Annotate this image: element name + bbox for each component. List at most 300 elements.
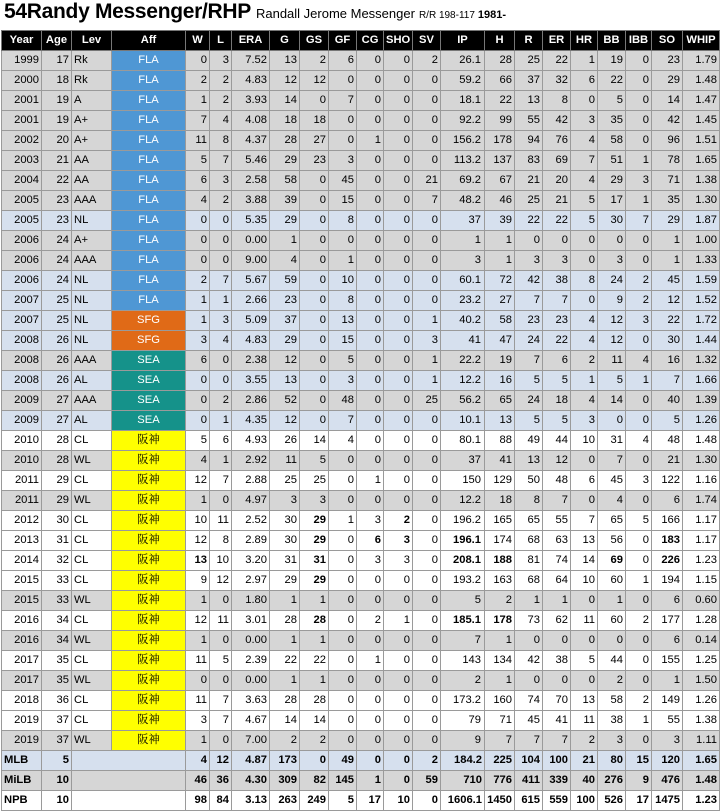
total-row-milb (2, 771, 720, 791)
cell-hr: 0 (571, 251, 598, 271)
cell-ip: 10.1 (441, 411, 485, 431)
cell-era: 7.00 (232, 731, 270, 751)
cell-ibb: 2 (626, 271, 652, 291)
table-row (2, 271, 720, 291)
cell-er: 42 (543, 111, 571, 131)
column-header-l: L (210, 31, 232, 51)
cell-l: 2 (210, 191, 232, 211)
cell-bb: 9 (598, 291, 626, 311)
cell-age: 18 (42, 71, 72, 91)
cell-sv: 1 (413, 311, 441, 331)
cell-r: 81 (515, 551, 543, 571)
cell-h: 137 (485, 151, 515, 171)
cell-ip: 1606.1 (441, 791, 485, 811)
cell-sho: 0 (384, 91, 413, 111)
cell-whip: 1.79 (683, 51, 720, 71)
cell-aff: 阪神 (112, 691, 186, 711)
cell-l: 0 (210, 591, 232, 611)
cell-aff: 阪神 (112, 671, 186, 691)
cell-r: 7 (515, 351, 543, 371)
cell-whip: 1.00 (683, 231, 720, 251)
cell-era: 0.00 (232, 231, 270, 251)
cell-ip: 79 (441, 711, 485, 731)
cell-ip: 184.2 (441, 751, 485, 771)
cell-era: 2.52 (232, 511, 270, 531)
cell-aff: FLA (112, 111, 186, 131)
cell-aff: FLA (112, 151, 186, 171)
cell-gs: 23 (300, 151, 329, 171)
cell-cg: 0 (357, 191, 384, 211)
cell-hr: 10 (571, 571, 598, 591)
cell-lev: WL (72, 631, 112, 651)
cell-gs: 22 (300, 651, 329, 671)
cell-aff: FLA (112, 171, 186, 191)
cell-age: 24 (42, 231, 72, 251)
cell-g: 2 (270, 731, 300, 751)
cell-cg: 1 (357, 651, 384, 671)
cell-sho: 2 (384, 511, 413, 531)
cell-gs: 1 (300, 591, 329, 611)
table-row (2, 731, 720, 751)
cell-gf: 0 (329, 71, 357, 91)
cell-year: 2007 (2, 311, 42, 331)
cell-ip: 9 (441, 731, 485, 751)
cell-g: 173 (270, 751, 300, 771)
cell-gs: 0 (300, 231, 329, 251)
cell-whip: 1.44 (683, 331, 720, 351)
cell-er: 22 (543, 211, 571, 231)
cell-l: 0 (210, 251, 232, 271)
table-row (2, 251, 720, 271)
cell-bb: 38 (598, 711, 626, 731)
column-header-so: SO (652, 31, 683, 51)
cell-sho: 0 (384, 771, 413, 791)
cell-hr: 10 (571, 431, 598, 451)
cell-sv: 0 (413, 71, 441, 91)
cell-age: 30 (42, 511, 72, 531)
cell-bb: 17 (598, 191, 626, 211)
column-header-whip: WHIP (683, 31, 720, 51)
cell-ibb: 15 (626, 751, 652, 771)
cell-r: 24 (515, 331, 543, 351)
cell-so: 6 (652, 591, 683, 611)
cell-sv: 0 (413, 531, 441, 551)
cell-w: 4 (186, 451, 210, 471)
cell-whip: 1.17 (683, 531, 720, 551)
cell-lev: CL (72, 431, 112, 451)
cell-era: 5.35 (232, 211, 270, 231)
table-row (2, 431, 720, 451)
cell-r: 83 (515, 151, 543, 171)
cell-hr: 4 (571, 331, 598, 351)
cell-era: 4.93 (232, 431, 270, 451)
cell-lev: WL (72, 731, 112, 751)
cell-age: 17 (42, 51, 72, 71)
column-header-ibb: IBB (626, 31, 652, 51)
cell-so: 96 (652, 131, 683, 151)
cell-lev: Rk (72, 71, 112, 91)
cell-g: 28 (270, 131, 300, 151)
cell-er: 18 (543, 391, 571, 411)
total-label: NPB (2, 791, 42, 811)
cell-lev: CL (72, 511, 112, 531)
cell-g: 1 (270, 671, 300, 691)
cell-whip: 1.23 (683, 791, 720, 811)
cell-hr: 21 (571, 751, 598, 771)
cell-cg: 0 (357, 151, 384, 171)
cell-ip: 37 (441, 211, 485, 231)
cell-gs: 0 (300, 351, 329, 371)
cell-age: 37 (42, 731, 72, 751)
table-row (2, 331, 720, 351)
cell-w: 2 (186, 271, 210, 291)
cell-r: 68 (515, 571, 543, 591)
cell-year: 2018 (2, 691, 42, 711)
cell-h: 129 (485, 471, 515, 491)
cell-so: 1 (652, 671, 683, 691)
cell-l: 4 (210, 111, 232, 131)
cell-so: 29 (652, 211, 683, 231)
cell-l: 7 (210, 271, 232, 291)
cell-r: 22 (515, 211, 543, 231)
cell-er: 22 (543, 331, 571, 351)
table-row (2, 71, 720, 91)
cell-g: 12 (270, 71, 300, 91)
cell-year: 2019 (2, 731, 42, 751)
cell-g: 13 (270, 371, 300, 391)
cell-h: 71 (485, 711, 515, 731)
cell-aff: 阪神 (112, 471, 186, 491)
cell-gf: 8 (329, 291, 357, 311)
cell-ibb: 2 (626, 291, 652, 311)
cell-aff: SEA (112, 371, 186, 391)
cell-er: 63 (543, 531, 571, 551)
cell-hr: 3 (571, 411, 598, 431)
cell-sv: 0 (413, 491, 441, 511)
column-header-h: H (485, 31, 515, 51)
cell-lev: CL (72, 711, 112, 731)
column-header-year: Year (2, 31, 42, 51)
cell-age: 25 (42, 291, 72, 311)
cell-ibb: 3 (626, 471, 652, 491)
cell-whip: 1.26 (683, 411, 720, 431)
cell-whip: 1.65 (683, 151, 720, 171)
cell-r: 50 (515, 471, 543, 491)
cell-age: 27 (42, 411, 72, 431)
cell-so: 7 (652, 371, 683, 391)
cell-ibb: 0 (626, 231, 652, 251)
cell-w: 10 (186, 511, 210, 531)
cell-l: 7 (210, 711, 232, 731)
cell-bb: 19 (598, 51, 626, 71)
cell-era: 0.00 (232, 631, 270, 651)
cell-w: 46 (186, 771, 210, 791)
cell-whip: 1.52 (683, 291, 720, 311)
cell-whip: 1.45 (683, 111, 720, 131)
cell-sv: 0 (413, 691, 441, 711)
cell-gs: 3 (300, 491, 329, 511)
cell-age: 23 (42, 211, 72, 231)
cell-lev: AAA (72, 191, 112, 211)
cell-er: 38 (543, 651, 571, 671)
cell-w: 1 (186, 731, 210, 751)
cell-er: 69 (543, 151, 571, 171)
cell-sho: 0 (384, 131, 413, 151)
cell-gf: 0 (329, 451, 357, 471)
cell-g: 18 (270, 111, 300, 131)
cell-hr: 5 (571, 651, 598, 671)
cell-h: 66 (485, 71, 515, 91)
cell-r: 94 (515, 131, 543, 151)
cell-whip: 1.15 (683, 571, 720, 591)
cell-cg: 0 (357, 411, 384, 431)
cell-bb: 5 (598, 371, 626, 391)
cell-aff: SEA (112, 411, 186, 431)
cell-age: 27 (42, 391, 72, 411)
cell-l: 11 (210, 511, 232, 531)
cell-sv: 0 (413, 151, 441, 171)
cell-sho: 0 (384, 111, 413, 131)
cell-so: 120 (652, 751, 683, 771)
cell-h: 160 (485, 691, 515, 711)
cell-era: 4.30 (232, 771, 270, 791)
cell-gf: 10 (329, 271, 357, 291)
cell-er: 48 (543, 471, 571, 491)
cell-l: 12 (210, 571, 232, 591)
cell-w: 1 (186, 291, 210, 311)
cell-whip: 1.59 (683, 271, 720, 291)
cell-bb: 29 (598, 171, 626, 191)
cell-w: 98 (186, 791, 210, 811)
cell-ibb: 0 (626, 51, 652, 71)
cell-bb: 24 (598, 271, 626, 291)
cell-r: 0 (515, 671, 543, 691)
cell-empty (72, 751, 186, 771)
cell-aff: 阪神 (112, 651, 186, 671)
cell-year: 2003 (2, 151, 42, 171)
cell-gs: 0 (300, 331, 329, 351)
cell-ibb: 0 (626, 251, 652, 271)
cell-er: 12 (543, 451, 571, 471)
cell-er: 32 (543, 71, 571, 91)
cell-ip: 5 (441, 591, 485, 611)
cell-ip: 196.1 (441, 531, 485, 551)
cell-so: 23 (652, 51, 683, 71)
cell-age: 33 (42, 571, 72, 591)
cell-ip: 150 (441, 471, 485, 491)
cell-gf: 0 (329, 731, 357, 751)
cell-whip: 1.72 (683, 311, 720, 331)
cell-ibb: 0 (626, 731, 652, 751)
cell-so: 1 (652, 251, 683, 271)
cell-r: 49 (515, 431, 543, 451)
cell-aff: 阪神 (112, 511, 186, 531)
cell-ibb: 0 (626, 551, 652, 571)
cell-year: 2006 (2, 251, 42, 271)
cell-year: 2009 (2, 391, 42, 411)
pitching-stats-table (1, 30, 720, 811)
cell-sv: 0 (413, 431, 441, 451)
cell-sv: 2 (413, 751, 441, 771)
cell-year: 2016 (2, 631, 42, 651)
cell-era: 3.63 (232, 691, 270, 711)
cell-whip: 1.16 (683, 471, 720, 491)
cell-g: 29 (270, 211, 300, 231)
cell-l: 0 (210, 231, 232, 251)
cell-era: 3.55 (232, 371, 270, 391)
cell-l: 0 (210, 211, 232, 231)
cell-hr: 7 (571, 511, 598, 531)
cell-sho: 0 (384, 691, 413, 711)
cell-w: 12 (186, 471, 210, 491)
cell-so: 55 (652, 711, 683, 731)
cell-era: 4.08 (232, 111, 270, 131)
cell-year: 2009 (2, 411, 42, 431)
cell-ibb: 1 (626, 571, 652, 591)
cell-year: 2014 (2, 551, 42, 571)
cell-gf: 0 (329, 531, 357, 551)
cell-sho: 0 (384, 191, 413, 211)
cell-h: 174 (485, 531, 515, 551)
cell-w: 3 (186, 331, 210, 351)
cell-h: 225 (485, 751, 515, 771)
cell-aff: FLA (112, 211, 186, 231)
cell-bb: 60 (598, 611, 626, 631)
cell-aff: 阪神 (112, 551, 186, 571)
cell-gf: 0 (329, 671, 357, 691)
table-row (2, 191, 720, 211)
cell-g: 14 (270, 91, 300, 111)
cell-age: 21 (42, 151, 72, 171)
cell-whip: 1.32 (683, 351, 720, 371)
cell-cg: 0 (357, 271, 384, 291)
cell-ip: 69.2 (441, 171, 485, 191)
cell-hr: 2 (571, 731, 598, 751)
cell-ip: 208.1 (441, 551, 485, 571)
cell-gf: 3 (329, 151, 357, 171)
cell-sv: 0 (413, 671, 441, 691)
table-row (2, 411, 720, 431)
table-row (2, 391, 720, 411)
cell-year: 2013 (2, 531, 42, 551)
cell-sho: 0 (384, 151, 413, 171)
cell-sv: 1 (413, 371, 441, 391)
cell-aff: FLA (112, 271, 186, 291)
cell-lev: A+ (72, 231, 112, 251)
table-row (2, 491, 720, 511)
column-header-w: W (186, 31, 210, 51)
cell-bb: 526 (598, 791, 626, 811)
cell-l: 0 (210, 731, 232, 751)
cell-hr: 6 (571, 471, 598, 491)
cell-bb: 0 (598, 231, 626, 251)
cell-er: 7 (543, 291, 571, 311)
cell-ibb: 0 (626, 451, 652, 471)
cell-h: 7 (485, 731, 515, 751)
column-header-age: Age (42, 31, 72, 51)
cell-l: 7 (210, 151, 232, 171)
cell-ibb: 9 (626, 771, 652, 791)
cell-w: 5 (186, 431, 210, 451)
cell-sv: 0 (413, 451, 441, 471)
cell-h: 18 (485, 491, 515, 511)
cell-l: 36 (210, 771, 232, 791)
cell-er: 1 (543, 591, 571, 611)
cell-gf: 4 (329, 431, 357, 451)
cell-age: 20 (42, 131, 72, 151)
cell-l: 7 (210, 691, 232, 711)
player-header (0, 0, 700, 30)
cell-sho: 0 (384, 231, 413, 251)
cell-sv: 2 (413, 51, 441, 71)
cell-w: 12 (186, 611, 210, 631)
cell-gf: 7 (329, 91, 357, 111)
column-header-sv: SV (413, 31, 441, 51)
cell-h: 1 (485, 231, 515, 251)
cell-aff: SEA (112, 391, 186, 411)
cell-ibb: 2 (626, 691, 652, 711)
table-row (2, 611, 720, 631)
cell-hr: 4 (571, 391, 598, 411)
cell-er: 38 (543, 271, 571, 291)
cell-so: 14 (652, 91, 683, 111)
cell-r: 615 (515, 791, 543, 811)
table-row (2, 351, 720, 371)
cell-lev: WL (72, 671, 112, 691)
cell-l: 0 (210, 491, 232, 511)
cell-l: 1 (210, 291, 232, 311)
cell-g: 31 (270, 551, 300, 571)
cell-er: 0 (543, 231, 571, 251)
total-label: MiLB (2, 771, 42, 791)
cell-gf: 0 (329, 591, 357, 611)
cell-era: 2.92 (232, 451, 270, 471)
cell-age: 35 (42, 651, 72, 671)
cell-sho: 0 (384, 171, 413, 191)
cell-era: 3.13 (232, 791, 270, 811)
cell-h: 47 (485, 331, 515, 351)
cell-age: 24 (42, 271, 72, 291)
cell-year: 2016 (2, 611, 42, 631)
cell-h: 58 (485, 311, 515, 331)
cell-cg: 0 (357, 231, 384, 251)
cell-er: 5 (543, 371, 571, 391)
cell-cg: 0 (357, 491, 384, 511)
cell-so: 155 (652, 651, 683, 671)
cell-year: 2001 (2, 91, 42, 111)
cell-empty (72, 791, 186, 811)
cell-sho: 10 (384, 791, 413, 811)
cell-bb: 65 (598, 511, 626, 531)
bats-throws: R/R 198-117 (418, 10, 475, 21)
cell-cg: 0 (357, 711, 384, 731)
cell-age: 10 (42, 791, 72, 811)
cell-hr: 0 (571, 291, 598, 311)
cell-l: 7 (210, 471, 232, 491)
cell-h: 2 (485, 591, 515, 611)
cell-cg: 0 (357, 631, 384, 651)
table-row (2, 471, 720, 491)
cell-gf: 45 (329, 171, 357, 191)
cell-age: 36 (42, 691, 72, 711)
cell-so: 29 (652, 71, 683, 91)
cell-ibb: 3 (626, 311, 652, 331)
cell-sho: 0 (384, 591, 413, 611)
cell-era: 5.67 (232, 271, 270, 291)
cell-ibb: 2 (626, 611, 652, 631)
cell-hr: 0 (571, 91, 598, 111)
cell-lev: A+ (72, 131, 112, 151)
